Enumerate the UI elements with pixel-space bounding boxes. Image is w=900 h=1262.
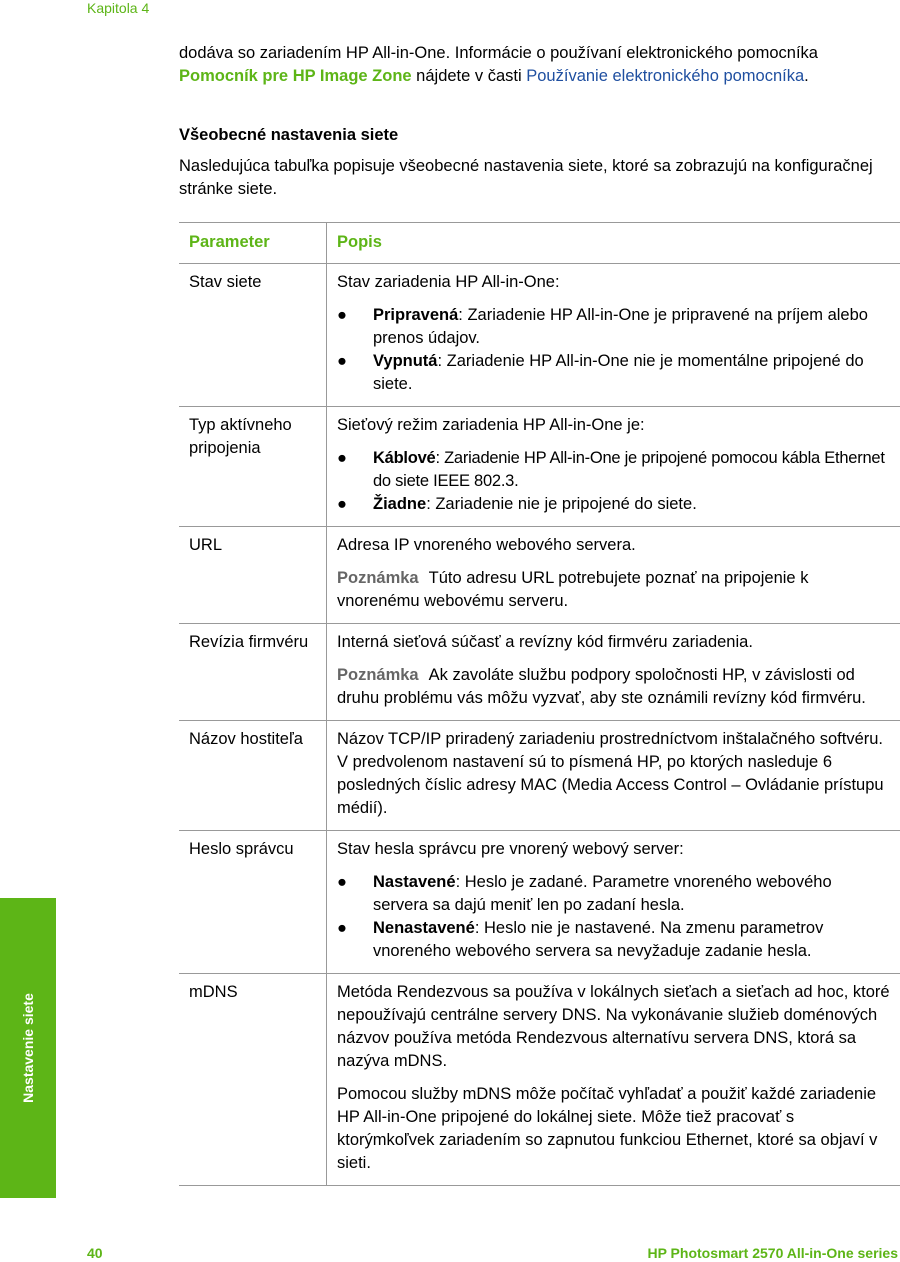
table-row <box>179 264 900 407</box>
intro-text-after: . <box>804 67 809 85</box>
row-parameter: Heslo správcu <box>179 831 327 974</box>
row-note <box>337 664 890 710</box>
row-description <box>327 527 900 624</box>
bullet-item <box>337 304 890 350</box>
section-description: Nasledujúca tabuľka popisuje všeobecné nastavenia siete, ktoré sa zobrazujú na konfiguračnej stránke siete. <box>179 157 873 198</box>
product-name: HP Photosmart 2570 All-in-One series <box>647 1245 898 1261</box>
bullet-item <box>337 350 890 396</box>
bullet-term: Nastavené <box>373 873 456 891</box>
table-row <box>179 831 900 974</box>
row-parameter: Revízia firmvéru <box>179 624 327 721</box>
note-label: Poznámka <box>337 569 419 587</box>
row-intro: Stav hesla správcu pre vnorený webový server: <box>337 840 684 858</box>
row-parameter: Názov hostiteľa <box>179 721 327 831</box>
table-header-row <box>179 223 900 264</box>
row-intro: Názov TCP/IP priradený zariadeniu prostredníctvom inštalačného softvéru. V predvolenom nastavení sú to písmená HP, po ktorých nasleduje 6 posledných číslic adresy MAC (Media Access Control – Ovládanie prístupu médií). <box>337 730 884 817</box>
row-intro: Stav zariadenia HP All-in-One: <box>337 273 560 291</box>
row-intro: Interná sieťová súčasť a revízny kód firmvéru zariadenia. <box>337 633 753 651</box>
section-title: Všeobecné nastavenia siete <box>179 126 399 144</box>
side-tab-label: Nastavenie siete <box>20 993 36 1103</box>
table-row <box>179 974 900 1186</box>
row-intro: Adresa IP vnoreného webového servera. <box>337 536 636 554</box>
bullet-list <box>337 447 890 516</box>
bullet-text: : Heslo je zadané. Parametre vnoreného webového servera sa dajú meniť len po zadaní hesla. <box>373 873 832 914</box>
page-number: 40 <box>87 1245 103 1261</box>
header-parameter: Parameter <box>179 223 327 264</box>
row-intro: Sieťový režim zariadenia HP All-in-One je: <box>337 416 645 434</box>
row-description <box>327 264 900 407</box>
row-parameter: Stav siete <box>179 264 327 407</box>
bullet-text: : Heslo nie je nastavené. Na zmenu parametrov vnoreného webového servera sa nevyžaduje zadanie hesla. <box>373 919 824 960</box>
bullet-item <box>337 917 890 963</box>
row-description <box>327 407 900 527</box>
intro-text-before: dodáva so zariadením HP All-in-One. Informácie o používaní elektronického pomocníka <box>179 44 818 62</box>
note-text: Túto adresu URL potrebujete poznať na pripojenie k vnorenému webovému serveru. <box>337 569 809 610</box>
bullet-text: : Zariadenie HP All-in-One nie je momentálne pripojené do siete. <box>373 352 864 393</box>
row-extra: Pomocou služby mDNS môže počítač vyhľadať a použiť každé zariadenie HP All-in-One pripojené do lokálnej siete. Môže tiež pracovať s ktorýmkoľvek zariadením so zapnutou funkciou Ethernet, ktoré sa objaví v sieti. <box>337 1085 878 1172</box>
table-row <box>179 624 900 721</box>
bullet-text: : Zariadenie nie je pripojené do siete. <box>426 495 697 513</box>
row-description <box>327 831 900 974</box>
bullet-term: Pripravená <box>373 306 459 324</box>
row-description <box>327 721 900 831</box>
table-row <box>179 527 900 624</box>
bullet-term: Žiadne <box>373 495 427 513</box>
table-row <box>179 721 900 831</box>
bullet-item <box>337 871 890 917</box>
row-intro: Metóda Rendezvous sa používa v lokálnych sieťach a sieťach ad hoc, ktoré nepoužívajú centrálne servery DNS. Na vykonávanie služieb doménových názvov používa metóda Rendezvous alternatívu servera DNS, ktorá sa nazýva mDNS. <box>337 983 890 1070</box>
bullet-term: Vypnutá <box>373 352 438 370</box>
intro-paragraph <box>179 42 899 88</box>
help-name: Pomocník pre HP Image Zone <box>179 67 412 85</box>
help-link[interactable]: Používanie elektronického pomocníka <box>526 67 805 85</box>
bullet-text: : Zariadenie HP All-in-One je pripravené na príjem alebo prenos údajov. <box>373 306 868 347</box>
row-description <box>327 624 900 721</box>
note-label: Poznámka <box>337 666 419 684</box>
bullet-item <box>337 493 890 516</box>
intro-text-middle: nájdete v časti <box>411 67 527 85</box>
bullet-list <box>337 871 890 963</box>
side-tab <box>0 898 56 1198</box>
row-parameter: Typ aktívneho pripojenia <box>179 407 327 527</box>
row-parameter: mDNS <box>179 974 327 1186</box>
note-text: Ak zavoláte službu podpory spoločnosti HP, v závislosti od druhu problému vás môžu vyzvať, aby ste oznámili revízny kód firmvéru. <box>337 666 866 707</box>
row-description <box>327 974 900 1186</box>
row-note <box>337 567 890 613</box>
header-description: Popis <box>327 223 900 264</box>
bullet-term: Nenastavené <box>373 919 475 937</box>
table-row <box>179 407 900 527</box>
row-parameter: URL <box>179 527 327 624</box>
settings-table <box>179 222 900 1186</box>
bullet-list <box>337 304 890 396</box>
bullet-item <box>337 447 890 493</box>
bullet-term: Káblové <box>373 449 436 467</box>
chapter-header: Kapitola 4 <box>87 0 150 16</box>
bullet-text: : Zariadenie HP All-in-One je pripojené pomocou kábla Ethernet do siete IEEE 802.3. <box>373 449 885 490</box>
